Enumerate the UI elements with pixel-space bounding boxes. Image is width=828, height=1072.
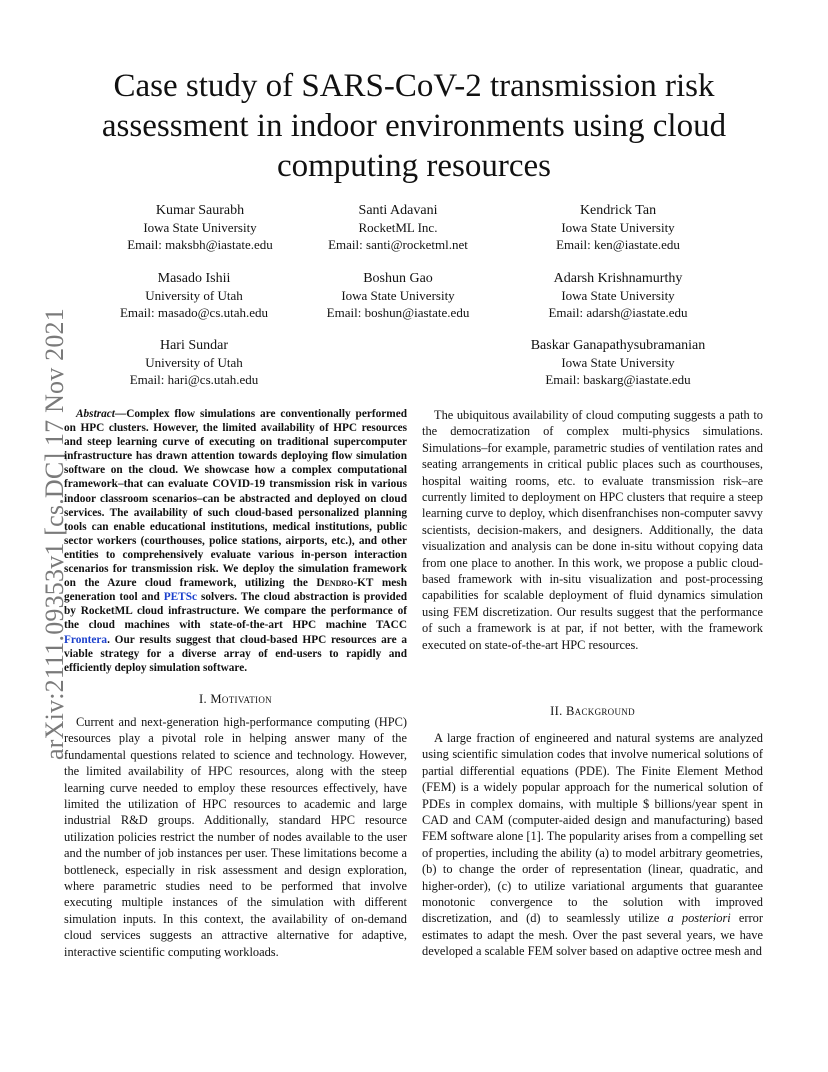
section-heading-text: II. Background (550, 704, 635, 718)
paragraph: The ubiquitous availability of cloud computing suggests a path to the democratization of complex multi-physics simulations. Simulations–for example, parametric studies of ventilation rates and seating arrangements in critical public places such as courthouses, hospital waiting rooms, etc. to evaluate transmission risk–are currently limited to deployment on HPC clusters that require a steep learning curve to deploy, which disenfranchises non-computer savvy scientists, decision-makers, and designers. Additionally, the data visualization and analysis can be done in-situ without copying data from one place to another. In this work, we propose a public cloud-based framework with in-situ visualization and post-processing capabilities for scalable deployment of fluid dynamics simulation using FEM discretization. Our results suggest that the performance of such a framework is at par, if not better, with the framework executed on state-of-the-art HPC resources. (422, 408, 763, 652)
author-block (508, 270, 728, 321)
section-body (422, 730, 763, 960)
abstract-lead: Abstract (76, 408, 115, 420)
author-email: Email: ken@iastate.edu (556, 237, 680, 252)
author-name: Hari Sundar (159, 338, 229, 353)
author-name: Boshun Gao (363, 271, 433, 286)
author-affiliation: University of Utah (145, 288, 243, 303)
author-name: Santi Adavani (358, 203, 438, 218)
author-block (288, 270, 508, 321)
arxiv-stamp-text: arXiv:2111.09353v1 [cs.DC] 17 Nov 2021 (40, 308, 69, 760)
author-name: Kendrick Tan (579, 203, 657, 218)
author-email: Email: maksbh@iastate.edu (127, 237, 273, 252)
author-affiliation: Iowa State University (561, 288, 675, 303)
abstract-text: . Our results suggest that cloud-based HPC resources are a viable strategy for a diverse array of end-users to rapidly and efficiently deploy simulation software. (64, 633, 407, 674)
abstract (64, 407, 407, 675)
author-block (508, 202, 728, 253)
author-name: Adarsh Krishnamurthy (553, 271, 683, 286)
author-email: Email: baskarg@iastate.edu (545, 372, 691, 387)
author-affiliation: Iowa State University (561, 220, 675, 235)
author-block (288, 202, 508, 253)
italic-term: a posteriori (667, 911, 731, 926)
paper-title: Case study of SARS-CoV-2 transmission risk assessment in indoor environments using cloud computing resources (101, 68, 727, 184)
section-heading-text: I. Motivation (199, 692, 272, 706)
abstract-dendro: Dendro-KT (316, 577, 374, 590)
section-heading (64, 692, 407, 707)
author-affiliation: RocketML Inc. (358, 220, 438, 235)
author-name: Kumar Saurabh (155, 203, 245, 218)
author-name: Baskar Ganapathysubramanian (530, 338, 706, 353)
abstract-text: solvers. The cloud abstraction is provided by RocketML cloud infrastructure. We compare the performance of the cloud machines with state-of-the-art HPC machine TACC (64, 591, 408, 632)
author-block (90, 202, 310, 253)
author-affiliation: Iowa State University (341, 288, 455, 303)
section-heading (422, 704, 763, 719)
author-block (498, 337, 738, 388)
petsc-link[interactable]: PETSc (163, 591, 197, 604)
author-email: Email: boshun@iastate.edu (326, 305, 470, 320)
paragraph-text: error estimates to adapt the mesh. Over the past several years, we have developed a scalable FEM solver based on adaptive octree mesh and (422, 911, 763, 959)
author-block (84, 337, 304, 388)
author-block (84, 270, 304, 321)
intro-paragraph-block (422, 407, 763, 653)
arxiv-stamp (20, 290, 69, 760)
author-email: Email: santi@rocketml.net (328, 237, 468, 252)
abstract-text: —Complex flow simulations are conventionally performed on HPC clusters. However, the limited availability of HPC resources and steep learning curve of executing on traditional supercomputer infrastructure has drawn attention towards deploying flow simulation software on the cloud. We showcase how a complex computational framework–that can evaluate COVID-19 transmission risk in various indoor classroom scenarios–can be abstracted and deployed on cloud services. The availability of such cloud-based personalized planning tools can enable educational institutions, medical institutions, public sector workers (courthouses, police stations, airports, etc.), and other entities to comprehensively evaluate various in-person interaction scenarios for transmission risk. We deploy the simulation framework on the Azure cloud framework, utilizing the (64, 408, 407, 590)
author-affiliation: Iowa State University (143, 220, 257, 235)
author-name: Masado Ishii (157, 271, 231, 286)
abstract-text: mesh generation tool and (64, 577, 407, 604)
author-email: Email: hari@cs.utah.edu (129, 372, 259, 387)
frontera-link[interactable]: Frontera (64, 633, 108, 646)
author-email: Email: adarsh@iastate.edu (548, 305, 688, 320)
section-body (64, 714, 407, 960)
author-affiliation: University of Utah (145, 355, 243, 370)
author-email: Email: masado@cs.utah.edu (119, 305, 269, 320)
paragraph-text: A large fraction of engineered and natural systems are analyzed using scientific simulation codes that involve numerical solutions of partial differential equations (PDE). The Finite Element Method (FEM) is a widely popular approach for the numerical solution of PDEs in complex domains, with multiple $ billions/year spent in CAD and CAM (computer-aided design and manufacturing) based FEM software alone [1]. The popularity arises from a compelling set of properties, including the ability (a) to model arbitrary geometries, (b) to change the order of representation (linear, quadratic, and higher-order), (c) to utilize variational arguments that guarantee monotonic convergence to the solution with improved discretization, and (d) to seamlessly utilize (422, 731, 763, 926)
paragraph: Current and next-generation high-performance computing (HPC) resources play a pivotal role in helping answer many of the fundamental questions related to science and technology. However, the limited availability of HPC resources, along with the steep learning curve needed to employ these resources effectively, have limited the utilization of HPC resources to academic and large industrial R&D groups. Additionally, standard HPC resource utilization policies restrict the number of nodes available to the user and the number of job instances per user. These limitations become a bottleneck, especially in risk assessment and design exploration, where parametric studies need to be performed that involve executing multiple instances of the simulation with different simulation inputs. In this context, the availability of on-demand cloud services suggests an attractive alternative for adaptive, interactive scientific computing workloads. (64, 715, 407, 959)
author-affiliation: Iowa State University (561, 355, 675, 370)
